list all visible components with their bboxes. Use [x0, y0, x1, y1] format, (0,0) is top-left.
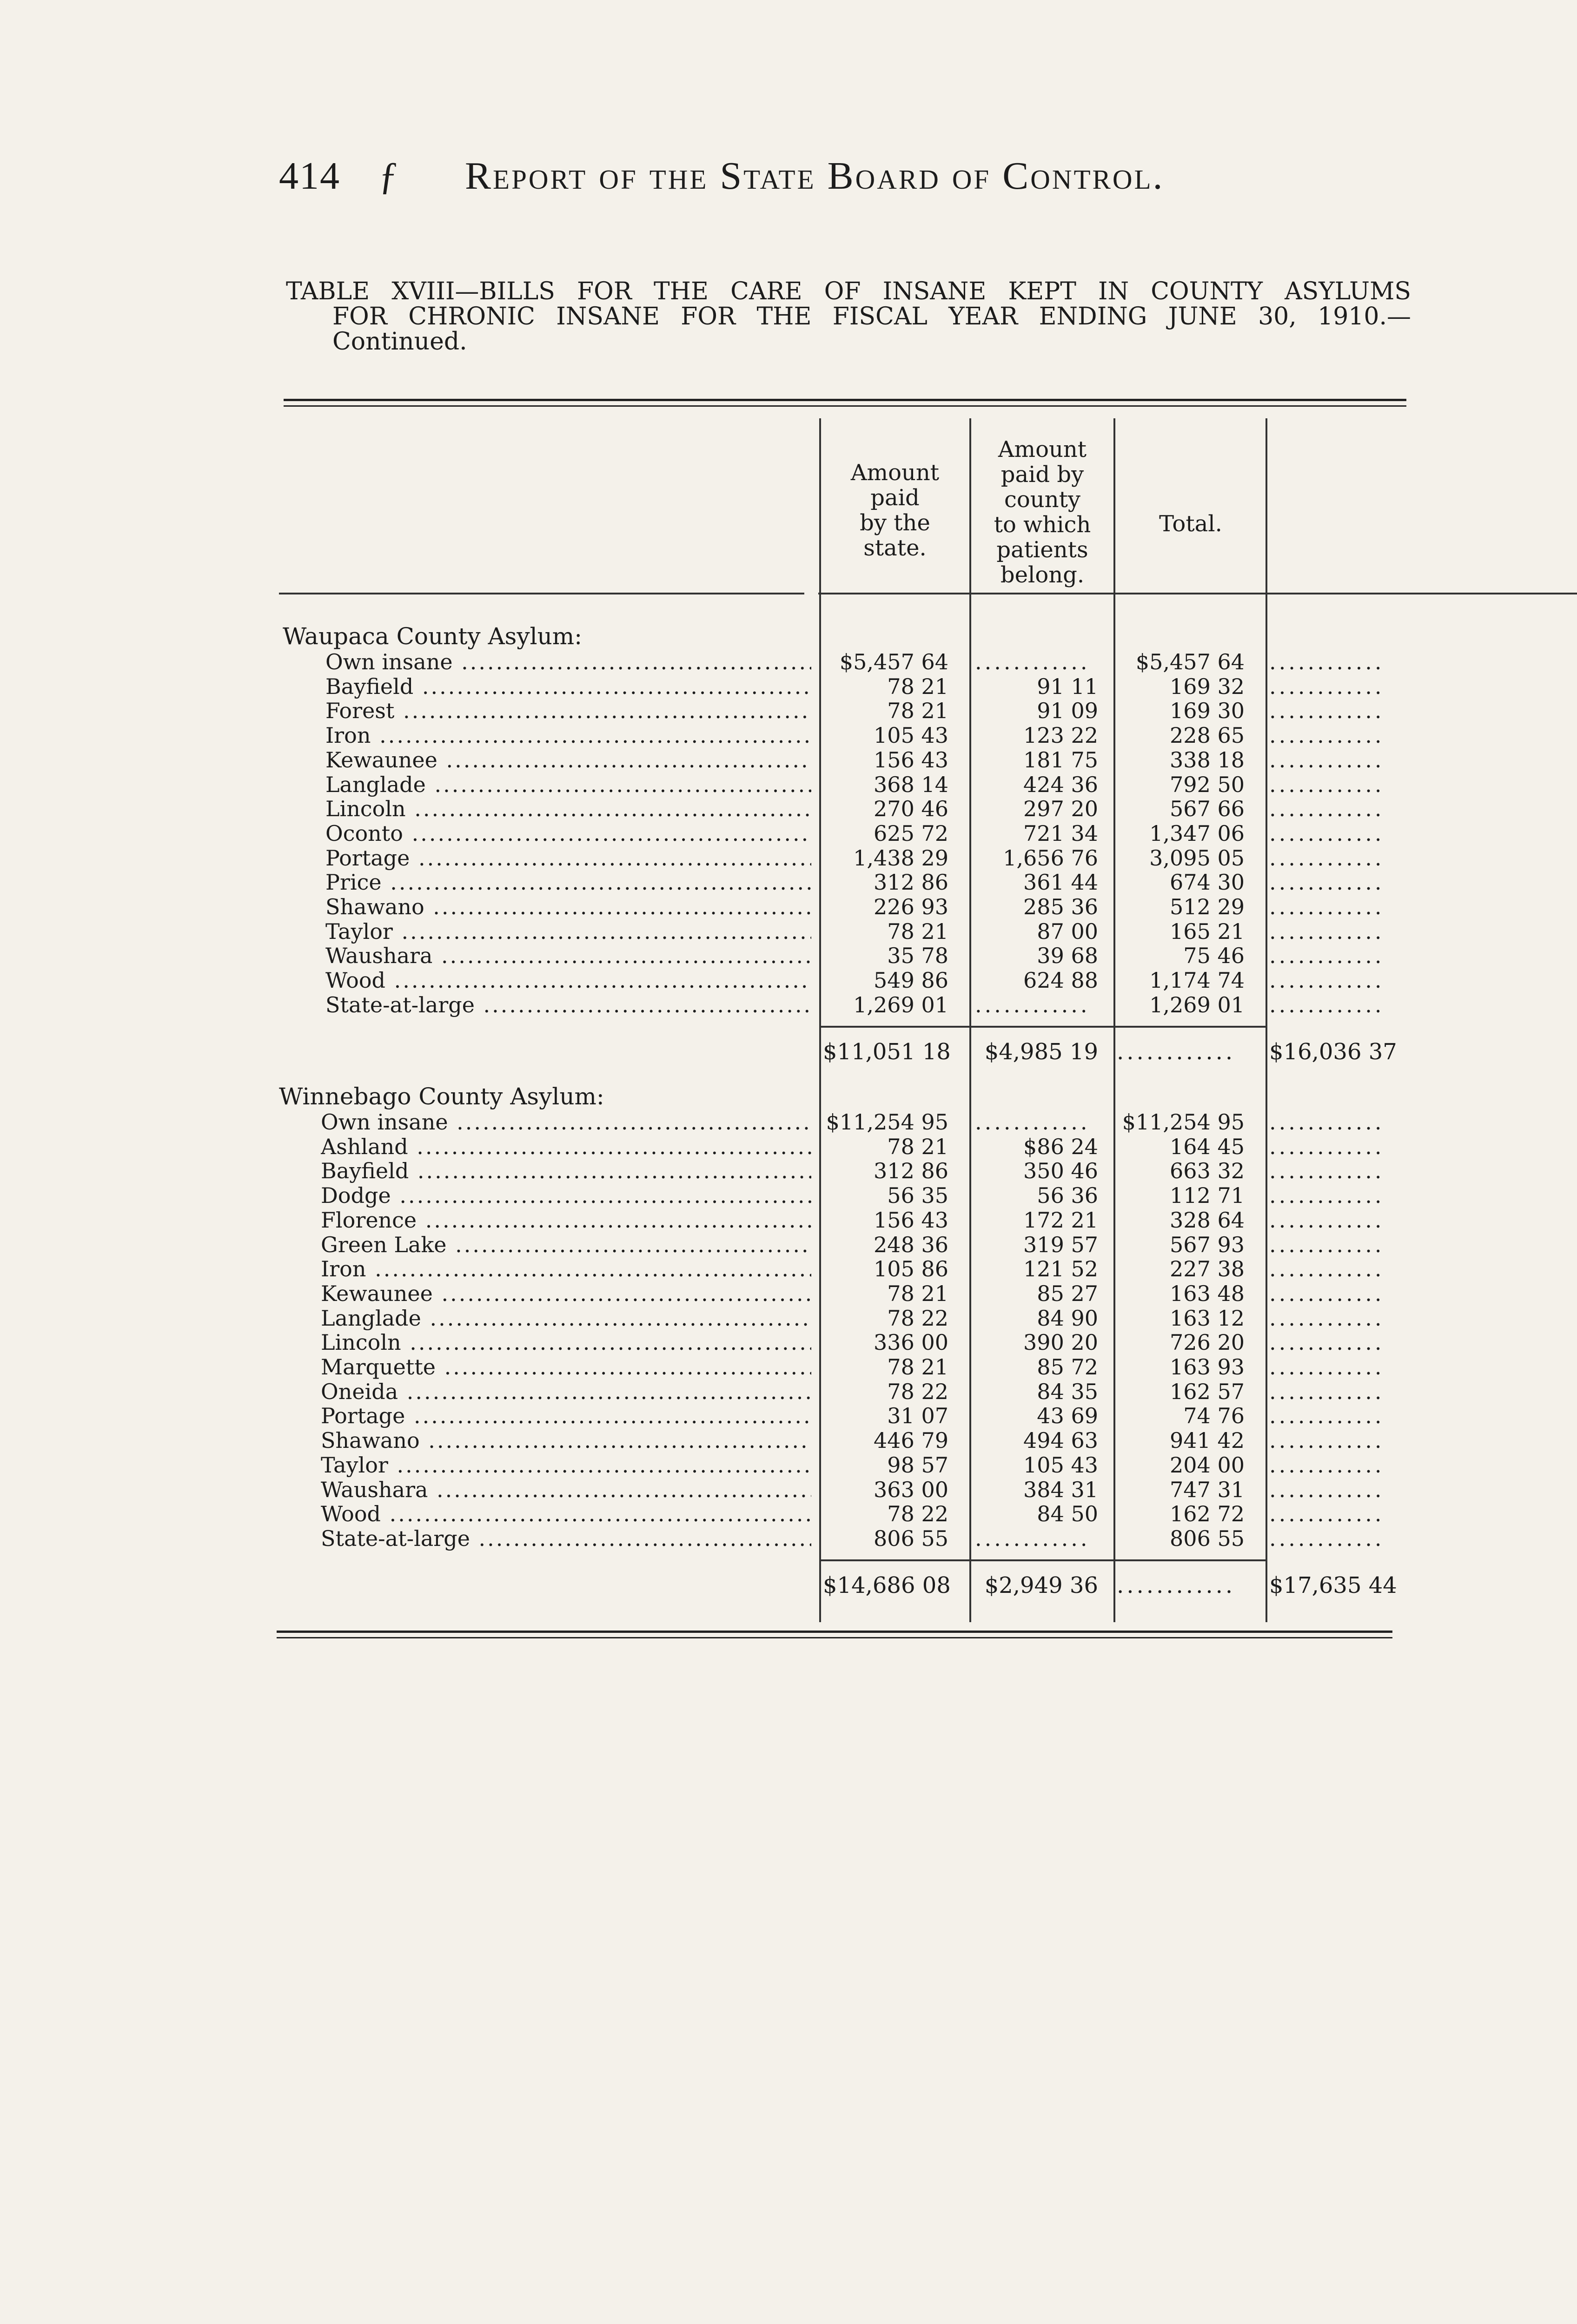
cell-total: 3,095 05 [1149, 845, 1245, 871]
subtotal-rule [819, 1559, 1266, 1561]
total-county: $4,985 19 [984, 1038, 1098, 1065]
table-top-rule [284, 399, 1406, 401]
table-caption [286, 279, 1411, 354]
cell-total: 169 30 [1170, 698, 1245, 724]
table-row [0, 1330, 1577, 1354]
row-label: Shawano ..... [321, 1428, 811, 1452]
total-grand: $17,635 44 [1269, 1572, 1397, 1598]
row-label: Own insane ..... [325, 650, 811, 674]
cell-total: 163 93 [1170, 1354, 1245, 1380]
cell-extra-empty: ............ [1269, 1208, 1385, 1232]
row-label: Shawano ..... [325, 895, 811, 919]
cell-county: 424 36 [1023, 772, 1098, 797]
cell-county: 624 88 [1023, 968, 1098, 993]
cell-county: 721 34 [1023, 820, 1098, 846]
cell-county: 350 46 [1023, 1158, 1098, 1184]
table-bottom-rule [277, 1631, 1392, 1633]
cell-state: 312 86 [874, 1158, 948, 1184]
cell-total: 165 21 [1170, 918, 1245, 944]
cell-extra-empty: ............ [1269, 1257, 1385, 1281]
cell-state: 336 00 [874, 1330, 948, 1355]
row-label: Bayfield ..... [321, 1159, 811, 1183]
cell-extra-empty: ............ [1269, 674, 1385, 699]
cell-extra-empty: ............ [1269, 1526, 1385, 1551]
cell-total: 112 71 [1170, 1183, 1245, 1208]
cell-extra-empty: ............ [1269, 1452, 1385, 1477]
cell-state: 105 86 [874, 1256, 948, 1282]
cell-state: 98 57 [887, 1452, 948, 1478]
table-row [0, 797, 1577, 821]
row-label: State-at-large ..... [321, 1526, 811, 1551]
row-label: Dodge ..... [321, 1183, 811, 1208]
cell-county: 390 20 [1023, 1330, 1098, 1355]
cell-total: 567 66 [1170, 796, 1245, 822]
cell-extra-empty: ............ [1269, 1159, 1385, 1183]
cell-state: 78 21 [887, 918, 948, 944]
cell-state: 1,269 01 [853, 992, 948, 1017]
cell-county: 121 52 [1023, 1256, 1098, 1282]
cell-total: 163 48 [1170, 1281, 1245, 1306]
cell-county: 384 31 [1023, 1477, 1098, 1502]
table-row [0, 846, 1577, 870]
table-row [0, 1208, 1577, 1232]
cell-state: 226 93 [874, 894, 948, 919]
cell-extra-empty: ............ [1269, 1110, 1385, 1134]
cell-county: 56 36 [1037, 1183, 1098, 1208]
cell-state: 156 43 [874, 747, 948, 772]
total-grand: $16,036 37 [1269, 1038, 1397, 1065]
table-row [0, 650, 1577, 674]
cell-county: 39 68 [1037, 943, 1098, 969]
table-row [0, 674, 1577, 699]
caption-line-1: TABLE XVIII—BILLS FOR THE CARE OF INSANE KEPT IN COUNTY ASYLUMS [286, 277, 1411, 305]
cell-county: 43 69 [1037, 1403, 1098, 1429]
cell-total: $5,457 64 [1135, 649, 1245, 674]
cell-county: 85 72 [1037, 1354, 1098, 1380]
row-label: Wood ..... [325, 968, 811, 992]
row-label: Langlade ..... [325, 772, 811, 797]
cell-total: 806 55 [1170, 1525, 1245, 1551]
cell-county: 85 27 [1037, 1281, 1098, 1306]
cell-county: 105 43 [1023, 1452, 1098, 1478]
cell-extra-empty: ............ [1269, 1502, 1385, 1526]
table-row [0, 1526, 1577, 1551]
row-label: Iron ..... [321, 1257, 811, 1281]
row-label: Forest ..... [325, 699, 811, 723]
cell-extra-empty: ............ [1269, 1330, 1385, 1355]
col-header-total: Total. [1159, 511, 1222, 537]
row-label: Ashland ..... [321, 1135, 811, 1159]
table-row [0, 748, 1577, 772]
cell-extra-empty: ............ [1269, 821, 1385, 845]
table-row [0, 1428, 1577, 1452]
cell-state: 312 86 [874, 870, 948, 895]
row-label: Waushara ..... [325, 944, 811, 968]
page-number: 414 [279, 154, 340, 198]
cell-county: 91 09 [1037, 698, 1098, 724]
cell-state: 105 43 [874, 723, 948, 748]
table-row [0, 1380, 1577, 1404]
cell-county: 319 57 [1023, 1232, 1098, 1257]
table-row [0, 1355, 1577, 1379]
cell-state: 270 46 [874, 796, 948, 822]
header-rule-stub [279, 593, 804, 594]
row-label: Own insane ..... [321, 1110, 811, 1134]
cell-state: 78 21 [887, 1134, 948, 1159]
cell-county: 297 20 [1023, 796, 1098, 822]
cell-extra-empty: ............ [1269, 747, 1385, 772]
cell-state: 363 00 [874, 1477, 948, 1502]
row-label: Langlade ..... [321, 1306, 811, 1330]
cell-total: 512 29 [1170, 894, 1245, 919]
row-label: Lincoln ..... [321, 1330, 811, 1354]
total-state: $11,051 18 [823, 1038, 951, 1065]
table-row [0, 944, 1577, 968]
cell-total: 792 50 [1170, 772, 1245, 797]
cell-county: 172 21 [1023, 1207, 1098, 1233]
table-row [0, 772, 1577, 797]
table-row [0, 1159, 1577, 1183]
running-title: Report of the State Board of Control. [465, 154, 1165, 198]
table-row [0, 1453, 1577, 1477]
cell-extra-empty: ............ [1269, 650, 1385, 674]
cell-total: 204 00 [1170, 1452, 1245, 1478]
cell-state: 56 35 [887, 1183, 948, 1208]
row-label: Portage ..... [325, 846, 811, 870]
cell-county: 285 36 [1023, 894, 1098, 919]
cell-extra-empty: ............ [1269, 772, 1385, 797]
cell-state: 248 36 [874, 1232, 948, 1257]
table-row [0, 1135, 1577, 1159]
cell-state: 35 78 [887, 943, 948, 969]
cell-state: 78 21 [887, 1354, 948, 1380]
cell-extra-empty: ............ [1269, 870, 1385, 895]
cell-total: 1,347 06 [1149, 820, 1245, 846]
table-row [0, 1478, 1577, 1502]
cell-state: $5,457 64 [839, 649, 948, 674]
row-label: Lincoln ..... [325, 797, 811, 821]
cell-county: 84 50 [1037, 1501, 1098, 1527]
row-label: Waushara ..... [321, 1478, 811, 1502]
table-row [0, 699, 1577, 723]
row-label: Florence ..... [321, 1208, 811, 1232]
page-mark: ƒ [379, 154, 399, 198]
row-label: Kewaunee ..... [325, 748, 811, 772]
cell-total: 74 76 [1183, 1403, 1245, 1429]
row-label: Iron ..... [325, 723, 811, 747]
cell-extra-empty: ............ [1269, 1281, 1385, 1306]
cell-total: 941 42 [1170, 1428, 1245, 1453]
cell-extra-empty: ............ [1269, 1428, 1385, 1453]
total-total: ............ [1117, 1572, 1236, 1598]
row-label: Green Lake ..... [321, 1233, 811, 1257]
row-label: Taylor ..... [321, 1453, 811, 1477]
cell-extra-empty: ............ [1269, 1134, 1385, 1159]
cell-state: 156 43 [874, 1207, 948, 1233]
total-state: $14,686 08 [823, 1572, 951, 1598]
cell-extra-empty: ............ [1269, 797, 1385, 821]
table-row [0, 870, 1577, 894]
row-label: State-at-large ..... [325, 993, 811, 1017]
cell-total: 163 12 [1170, 1305, 1245, 1331]
row-label: Price ..... [325, 870, 811, 894]
cell-total: 228 65 [1170, 723, 1245, 748]
cell-county: 84 90 [1037, 1305, 1098, 1331]
cell-total: 726 20 [1170, 1330, 1245, 1355]
cell-state: 549 86 [874, 968, 948, 993]
cell-total: 169 32 [1170, 673, 1245, 699]
cell-extra-empty: ............ [1269, 1355, 1385, 1379]
cell-extra-empty: ............ [1269, 845, 1385, 870]
cell-state: 78 21 [887, 698, 948, 724]
col-header-county: Amount paid by county to which patients belong. [994, 436, 1091, 588]
cell-extra-empty: ............ [1269, 1404, 1385, 1428]
table-row [0, 1257, 1577, 1281]
cell-county: 181 75 [1023, 747, 1098, 772]
cell-total: 1,269 01 [1149, 992, 1245, 1017]
cell-extra-empty: ............ [1269, 1183, 1385, 1208]
page-header [279, 153, 1348, 209]
col-header-state: Amount paid by the state. [850, 460, 940, 561]
cell-state: 806 55 [874, 1525, 948, 1551]
cell-total: 567 93 [1170, 1232, 1245, 1257]
caption-line-2: FOR CHRONIC INSANE FOR THE FISCAL YEAR ENDING JUNE 30, 1910.— [332, 303, 1411, 330]
table-row [0, 1110, 1577, 1134]
cell-total: 162 72 [1170, 1501, 1245, 1527]
cell-county: 87 00 [1037, 918, 1098, 944]
cell-extra-empty: ............ [1269, 992, 1385, 1017]
table-row [0, 1502, 1577, 1526]
cell-county-empty: ............ [975, 650, 1090, 674]
row-label: Kewaunee ..... [321, 1281, 811, 1306]
cell-state: 31 07 [887, 1403, 948, 1429]
row-label: Oconto ..... [325, 821, 811, 845]
cell-county-empty: ............ [975, 1526, 1090, 1551]
table-row [0, 993, 1577, 1017]
cell-county: 361 44 [1023, 870, 1098, 895]
table-row [0, 895, 1577, 919]
totals-row [0, 1039, 1577, 1067]
table-bottom-rule-2 [277, 1637, 1392, 1638]
cell-county: 84 35 [1037, 1379, 1098, 1404]
cell-extra-empty: ............ [1269, 699, 1385, 723]
row-label: Bayfield ..... [325, 674, 811, 699]
table-row [0, 1233, 1577, 1257]
cell-extra-empty: ............ [1269, 968, 1385, 993]
table-row [0, 968, 1577, 992]
table-row [0, 1281, 1577, 1306]
cell-total: 164 45 [1170, 1134, 1245, 1159]
subtotal-rule [819, 1026, 1266, 1028]
cell-total: 338 18 [1170, 747, 1245, 772]
cell-state: 446 79 [874, 1428, 948, 1453]
cell-total: $11,254 95 [1122, 1109, 1245, 1135]
cell-county: 91 11 [1037, 673, 1098, 699]
row-label: Oneida ..... [321, 1380, 811, 1404]
cell-county: 1,656 76 [1003, 845, 1098, 871]
table-top-rule-2 [284, 405, 1406, 407]
cell-total: 663 32 [1170, 1158, 1245, 1184]
table-row [0, 1404, 1577, 1428]
cell-total: 747 31 [1170, 1477, 1245, 1502]
cell-state: 78 21 [887, 673, 948, 699]
table-row [0, 723, 1577, 747]
cell-extra-empty: ............ [1269, 1232, 1385, 1257]
table-row [0, 1183, 1577, 1208]
cell-extra-empty: ............ [1269, 895, 1385, 919]
caption-line-3: Continued. [332, 328, 467, 356]
cell-county: 123 22 [1023, 723, 1098, 748]
cell-total: 162 57 [1170, 1379, 1245, 1404]
cell-state: 368 14 [874, 772, 948, 797]
cell-total: 227 38 [1170, 1256, 1245, 1282]
table-row [0, 821, 1577, 845]
cell-extra-empty: ............ [1269, 1477, 1385, 1502]
cell-county-empty: ............ [975, 1110, 1090, 1134]
cell-total: 75 46 [1183, 943, 1245, 969]
table-row [0, 1306, 1577, 1330]
row-label: Marquette ..... [321, 1355, 811, 1379]
cell-state: $11,254 95 [826, 1109, 948, 1135]
cell-state: 1,438 29 [853, 845, 948, 871]
cell-extra-empty: ............ [1269, 723, 1385, 748]
cell-state: 78 22 [887, 1379, 948, 1404]
cell-state: 78 22 [887, 1305, 948, 1331]
header-rule-columns [818, 593, 1577, 594]
total-county: $2,949 36 [984, 1572, 1098, 1598]
totals-row [0, 1572, 1577, 1600]
cell-state: 625 72 [874, 820, 948, 846]
row-label: Wood ..... [321, 1502, 811, 1526]
section-title: Winnebago County Asylum: [279, 1083, 604, 1110]
cell-county: $86 24 [1023, 1134, 1098, 1159]
cell-county-empty: ............ [975, 992, 1090, 1017]
cell-state: 78 22 [887, 1501, 948, 1527]
cell-extra-empty: ............ [1269, 1379, 1385, 1404]
cell-extra-empty: ............ [1269, 919, 1385, 944]
cell-extra-empty: ............ [1269, 1306, 1385, 1330]
row-label: Taylor ..... [325, 919, 811, 944]
row-label: Portage ..... [321, 1404, 811, 1428]
cell-total: 674 30 [1170, 870, 1245, 895]
table-row [0, 919, 1577, 944]
cell-total: 1,174 74 [1149, 968, 1245, 993]
cell-total: 328 64 [1170, 1207, 1245, 1233]
section-title: Waupaca County Asylum: [283, 623, 583, 650]
cell-extra-empty: ............ [1269, 944, 1385, 968]
cell-county: 494 63 [1023, 1428, 1098, 1453]
cell-state: 78 21 [887, 1281, 948, 1306]
total-total: ............ [1117, 1038, 1236, 1065]
